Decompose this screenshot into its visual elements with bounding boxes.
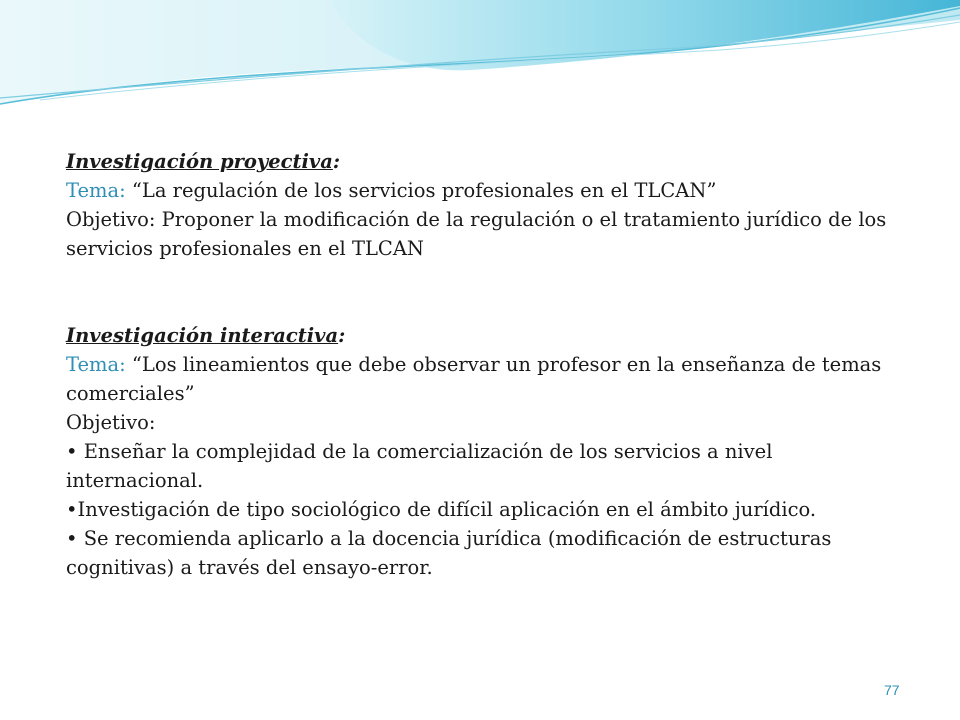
section-spacer xyxy=(66,263,896,321)
objetivo-text: Objetivo: Proponer la modificación de la regulación o el tratamiento jurídico de los servicios profesionales en el TLCAN xyxy=(66,208,887,260)
section-heading-text: Investigación proyectiva xyxy=(66,150,333,173)
section-interactiva xyxy=(66,321,896,582)
slide-content xyxy=(66,147,896,582)
tema-label: Tema: xyxy=(66,353,126,376)
page-number: 77 xyxy=(884,682,900,698)
tema-text: “La regulación de los servicios profesionales en el TLCAN” xyxy=(125,179,717,202)
section-heading xyxy=(66,147,896,176)
section-heading-text: Investigación interactiva xyxy=(66,324,339,347)
bullet-item: •Investigación de tipo sociológico de difícil aplicación en el ámbito jurídico. xyxy=(66,498,817,521)
tema-line xyxy=(66,350,896,408)
heading-colon: : xyxy=(332,150,341,173)
bullet-item: • Se recomienda aplicarlo a la docencia jurídica (modificación de estructuras cognitivas) a través del ensayo-error. xyxy=(66,527,832,579)
tema-line xyxy=(66,176,896,205)
objetivo-label: Objetivo: xyxy=(66,411,156,434)
tema-text: “Los lineamientos que debe observar un profesor en la enseñanza de temas comerciales” xyxy=(66,353,882,405)
bullet-item: • Enseñar la complejidad de la comercialización de los servicios a nivel internacional. xyxy=(66,440,773,492)
header-wave-decoration xyxy=(0,0,960,120)
heading-colon: : xyxy=(338,324,346,347)
section-heading xyxy=(66,321,896,350)
section-proyectiva xyxy=(66,147,896,263)
tema-label: Tema: xyxy=(66,179,126,202)
